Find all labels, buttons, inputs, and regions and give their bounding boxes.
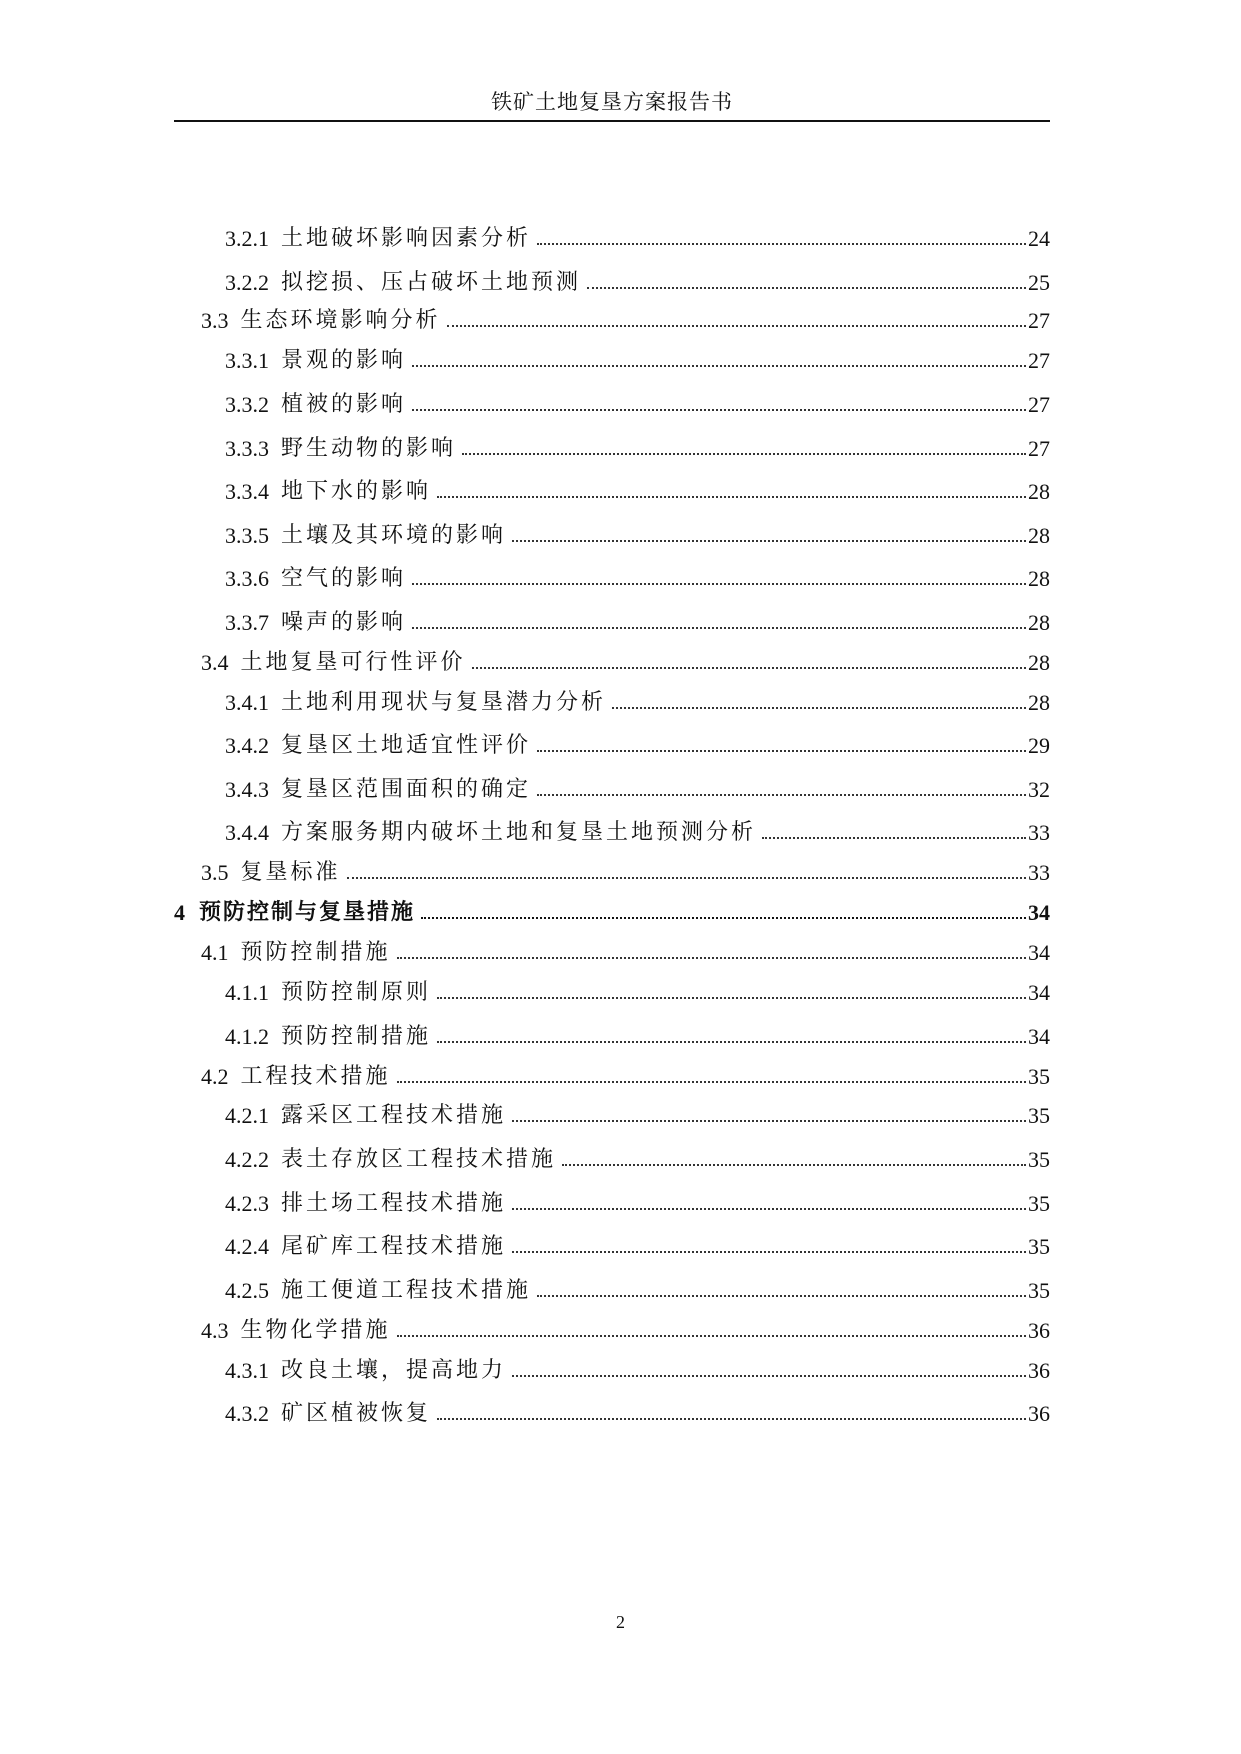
toc-dot-leader xyxy=(537,749,1026,752)
toc-entry[interactable] xyxy=(174,1350,1050,1384)
toc-entry-page: 29 xyxy=(1028,733,1050,758)
toc-entry-number: 4 xyxy=(174,900,185,925)
toc-entry-page: 28 xyxy=(1028,479,1050,504)
toc-entry-label: 表土存放区工程技术措施 xyxy=(281,1147,557,1172)
toc-entry-number: 3.4.4 xyxy=(225,820,269,845)
toc-entry-page: 35 xyxy=(1028,1064,1050,1089)
toc-dot-leader xyxy=(562,1163,1026,1166)
toc-entry-page: 36 xyxy=(1028,1358,1050,1383)
toc-entry-number: 3.3.2 xyxy=(225,392,269,417)
toc-entry-label: 施工便道工程技术措施 xyxy=(281,1278,532,1303)
toc-entry-label: 改良土壤，提高地力 xyxy=(281,1358,507,1383)
toc-entry-page: 27 xyxy=(1028,436,1050,461)
toc-dot-leader xyxy=(587,286,1026,289)
toc-entry-label: 预防控制原则 xyxy=(281,980,432,1005)
toc-dot-leader xyxy=(437,495,1026,498)
document-title: 铁矿土地复垦方案报告书 xyxy=(491,90,733,114)
toc-entry-page: 35 xyxy=(1028,1234,1050,1259)
toc-entry-number: 4.2 xyxy=(201,1064,229,1089)
toc-entry-number: 4.2.5 xyxy=(225,1278,269,1303)
toc-entry-number: 4.2.4 xyxy=(225,1234,269,1259)
toc-entry-page: 35 xyxy=(1028,1103,1050,1128)
toc-entry-number: 4.2.3 xyxy=(225,1191,269,1216)
toc-entry[interactable] xyxy=(174,682,1050,716)
toc-entry-number: 3.2.1 xyxy=(225,226,269,251)
toc-dot-leader xyxy=(397,1080,1026,1083)
toc-entry[interactable] xyxy=(174,769,1050,803)
toc-entry[interactable] xyxy=(174,812,1050,846)
toc-entry-label: 方案服务期内破坏土地和复垦土地预测分析 xyxy=(281,820,757,845)
toc-entry[interactable] xyxy=(174,340,1050,374)
toc-entry[interactable] xyxy=(174,1270,1050,1304)
toc-entry-page: 35 xyxy=(1028,1191,1050,1216)
toc-entry[interactable] xyxy=(174,428,1050,462)
toc-entry-label: 野生动物的影响 xyxy=(281,436,457,461)
toc-dot-leader xyxy=(537,1294,1026,1297)
toc-entry[interactable] xyxy=(174,471,1050,505)
toc-dot-leader xyxy=(397,956,1026,959)
toc-dot-leader xyxy=(447,324,1026,327)
toc-entry-number: 3.3.4 xyxy=(225,479,269,504)
toc-entry[interactable] xyxy=(174,1183,1050,1217)
toc-entry-label: 土壤及其环境的影响 xyxy=(281,523,507,548)
toc-entry-label: 排土场工程技术措施 xyxy=(281,1191,507,1216)
toc-entry[interactable] xyxy=(174,262,1050,296)
toc-entry-number: 4.1 xyxy=(201,940,229,965)
toc-entry-label: 土地破坏影响因素分析 xyxy=(281,226,532,251)
toc-dot-leader xyxy=(437,1040,1026,1043)
toc-dot-leader xyxy=(512,539,1026,542)
toc-entry[interactable] xyxy=(174,1310,1050,1344)
toc-entry-number: 4.3.2 xyxy=(225,1401,269,1426)
toc-entry-page: 32 xyxy=(1028,777,1050,802)
page-number: 2 xyxy=(616,1612,625,1632)
toc-dot-leader xyxy=(537,793,1026,796)
toc-entry[interactable] xyxy=(174,725,1050,759)
toc-dot-leader xyxy=(397,1334,1026,1337)
toc-entry-page: 33 xyxy=(1028,860,1050,885)
toc-entry-label: 生态环境影响分析 xyxy=(240,308,441,333)
toc-entry[interactable] xyxy=(174,602,1050,636)
toc-entry-number: 3.3 xyxy=(201,308,229,333)
toc-entry[interactable] xyxy=(174,642,1050,676)
toc-entry-number: 3.3.1 xyxy=(225,348,269,373)
toc-entry-label: 生物化学措施 xyxy=(240,1318,391,1343)
toc-entry-number: 3.5 xyxy=(201,860,229,885)
toc-entry-number: 3.4.3 xyxy=(225,777,269,802)
toc-entry-page: 35 xyxy=(1028,1147,1050,1172)
page-header xyxy=(174,84,1050,122)
toc-entry-page: 34 xyxy=(1028,1024,1050,1049)
toc-entry-page: 25 xyxy=(1028,270,1050,295)
toc-entry-page: 27 xyxy=(1028,348,1050,373)
toc-entry-page: 34 xyxy=(1028,940,1050,965)
toc-entry[interactable] xyxy=(174,300,1050,334)
toc-dot-leader xyxy=(512,1207,1026,1210)
toc-dot-leader xyxy=(412,582,1026,585)
toc-entry-page: 28 xyxy=(1028,690,1050,715)
toc-dot-leader xyxy=(612,706,1026,709)
toc-entry-label: 复垦标准 xyxy=(240,860,341,885)
toc-entry[interactable] xyxy=(174,558,1050,592)
toc-entry-page: 24 xyxy=(1028,226,1050,251)
toc-entry-label: 工程技术措施 xyxy=(240,1064,391,1089)
toc-entry-label: 土地复垦可行性评价 xyxy=(240,650,466,675)
toc-entry-page: 36 xyxy=(1028,1401,1050,1426)
toc-dot-leader xyxy=(762,836,1026,839)
toc-entry[interactable] xyxy=(174,1095,1050,1129)
toc-dot-leader xyxy=(412,626,1026,629)
toc-entry-label: 矿区植被恢复 xyxy=(281,1401,432,1426)
toc-entry-page: 28 xyxy=(1028,523,1050,548)
toc-entry[interactable] xyxy=(174,852,1050,886)
toc-dot-leader xyxy=(412,408,1026,411)
toc-dot-leader xyxy=(437,996,1026,999)
toc-entry[interactable] xyxy=(174,932,1050,966)
toc-dot-leader xyxy=(412,364,1026,367)
toc-entry-page: 34 xyxy=(1028,980,1050,1005)
toc-entry-label: 土地利用现状与复垦潜力分析 xyxy=(281,690,607,715)
toc-entry-page: 34 xyxy=(1028,900,1050,925)
toc-dot-leader xyxy=(462,452,1026,455)
toc-entry[interactable] xyxy=(174,1139,1050,1173)
toc-entry-page: 28 xyxy=(1028,610,1050,635)
toc-entry-label: 预防控制措施 xyxy=(240,940,391,965)
toc-entry-page: 28 xyxy=(1028,650,1050,675)
toc-entry[interactable] xyxy=(174,218,1050,252)
toc-entry-label: 复垦区土地适宜性评价 xyxy=(281,733,532,758)
toc-entry-label: 植被的影响 xyxy=(281,392,407,417)
toc-entry-page: 35 xyxy=(1028,1278,1050,1303)
toc-dot-leader xyxy=(347,876,1026,879)
toc-entry-label: 拟挖损、压占破坏土地预测 xyxy=(281,270,582,295)
toc-dot-leader xyxy=(537,242,1026,245)
toc-entry-number: 4.2.1 xyxy=(225,1103,269,1128)
toc-entry-number: 3.4.2 xyxy=(225,733,269,758)
toc-dot-leader xyxy=(437,1417,1026,1420)
toc-entry-number: 4.2.2 xyxy=(225,1147,269,1172)
toc-entry-number: 3.4.1 xyxy=(225,690,269,715)
toc-dot-leader xyxy=(512,1250,1026,1253)
toc-entry-page: 33 xyxy=(1028,820,1050,845)
toc-entry-label: 地下水的影响 xyxy=(281,479,432,504)
toc-dot-leader xyxy=(472,666,1026,669)
toc-entry[interactable] xyxy=(174,1016,1050,1050)
toc-entry-page: 27 xyxy=(1028,308,1050,333)
toc-entry-label: 尾矿库工程技术措施 xyxy=(281,1234,507,1259)
toc-entry-page: 36 xyxy=(1028,1318,1050,1343)
toc-entry-page: 27 xyxy=(1028,392,1050,417)
toc-entry-label: 空气的影响 xyxy=(281,566,407,591)
toc-entry-number: 4.3.1 xyxy=(225,1358,269,1383)
toc-entry-label: 预防控制措施 xyxy=(281,1024,432,1049)
toc-entry-label: 露采区工程技术措施 xyxy=(281,1103,507,1128)
toc-entry-number: 4.3 xyxy=(201,1318,229,1343)
toc-entry-number: 4.1.2 xyxy=(225,1024,269,1049)
toc-entry-label: 噪声的影响 xyxy=(281,610,407,635)
toc-entry-number: 3.3.3 xyxy=(225,436,269,461)
toc-entry[interactable] xyxy=(174,1393,1050,1427)
toc-entry[interactable] xyxy=(174,892,1050,926)
toc-dot-leader xyxy=(421,916,1026,919)
toc-entry-page: 28 xyxy=(1028,566,1050,591)
toc-entry[interactable] xyxy=(174,972,1050,1006)
toc-dot-leader xyxy=(512,1374,1026,1377)
toc-entry-label: 景观的影响 xyxy=(281,348,407,373)
toc-entry[interactable] xyxy=(174,384,1050,418)
toc-entry[interactable] xyxy=(174,515,1050,549)
toc-entry-number: 3.3.5 xyxy=(225,523,269,548)
toc-entry[interactable] xyxy=(174,1226,1050,1260)
toc-entry-label: 预防控制与复垦措施 xyxy=(199,899,416,925)
toc-entry-number: 3.3.7 xyxy=(225,610,269,635)
toc-entry-number: 3.3.6 xyxy=(225,566,269,591)
toc-entry[interactable] xyxy=(174,1056,1050,1090)
toc-entry-number: 3.2.2 xyxy=(225,270,269,295)
toc-dot-leader xyxy=(512,1119,1026,1122)
toc-entry-number: 3.4 xyxy=(201,650,229,675)
toc-entry-label: 复垦区范围面积的确定 xyxy=(281,777,532,802)
toc-entry-number: 4.1.1 xyxy=(225,980,269,1005)
